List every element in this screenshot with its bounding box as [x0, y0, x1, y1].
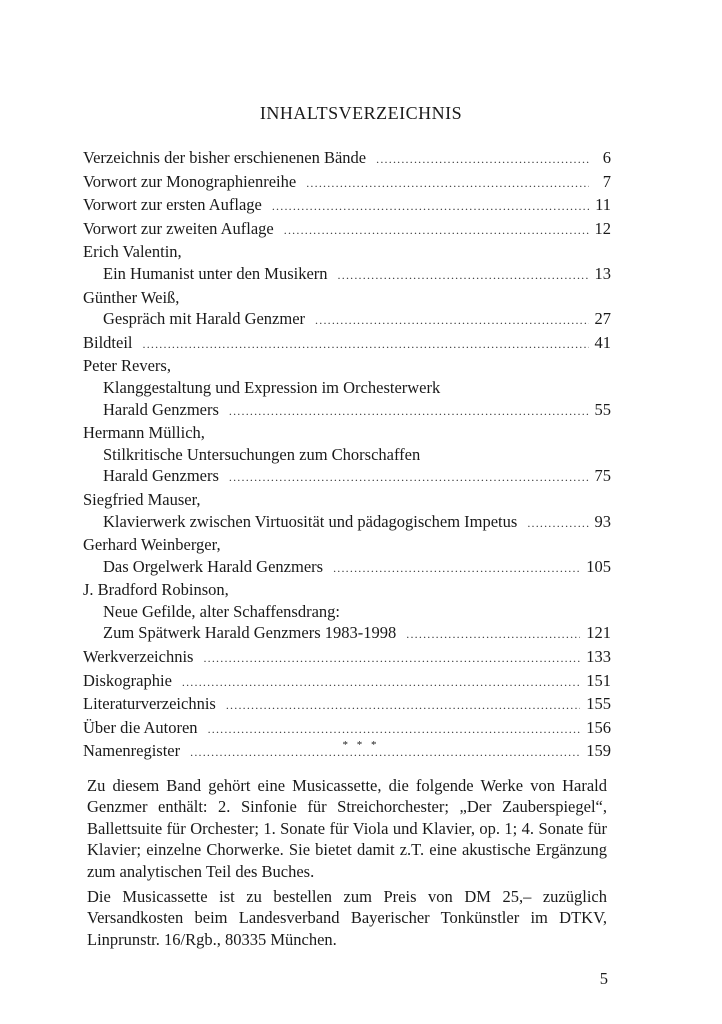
- toc-entry-title: Klanggestaltung und Expression im Orchesterwerk: [103, 377, 441, 397]
- toc-entry: [83, 147, 611, 171]
- toc-entry: [83, 601, 611, 623]
- toc-entry-title: Harald Genzmers: [103, 466, 219, 486]
- toc-entry-page: 41: [594, 332, 611, 352]
- toc-entry: [83, 377, 611, 399]
- toc-entry-page: 151: [586, 670, 611, 690]
- toc-dot-leader: [333, 558, 580, 580]
- toc-entry-title: Namenregister: [83, 741, 181, 761]
- toc-entry-page: 93: [594, 511, 611, 531]
- toc-entry: [83, 646, 611, 670]
- toc-entry-title: Literaturverzeichnis: [83, 694, 216, 714]
- toc-entry: [83, 556, 611, 580]
- toc-dot-leader: [226, 695, 580, 717]
- toc-dot-leader: [272, 196, 589, 218]
- toc-dot-leader: [229, 467, 589, 489]
- toc-entry: [83, 287, 611, 309]
- toc-entry: [83, 622, 611, 646]
- toc-entry-title: Klavierwerk zwischen Virtuosität und pädagogischem Impetus: [103, 511, 518, 531]
- toc-entry-page: 27: [594, 309, 611, 329]
- toc-entry-title: Über die Autoren: [83, 717, 198, 737]
- toc-entry-title: Peter Revers,: [83, 356, 171, 376]
- toc-entry: [83, 670, 611, 694]
- toc-entry: [83, 194, 611, 218]
- toc-entry-title: Hermann Müllich,: [83, 423, 205, 443]
- toc-entry: [83, 444, 611, 466]
- page-number: 5: [599, 969, 608, 988]
- toc-entry-page: 13: [594, 263, 611, 283]
- toc-entry: [83, 355, 611, 377]
- toc-entry: [83, 717, 611, 741]
- order-note: [87, 886, 607, 950]
- toc-dot-leader: [229, 401, 589, 423]
- toc-entry-title: Neue Gefilde, alter Schaffensdrang:: [103, 601, 341, 621]
- toc-entry-title: Zum Spätwerk Harald Genzmers 1983-1998: [103, 623, 397, 643]
- toc-entry-title: Vorwort zur ersten Auflage: [83, 195, 262, 215]
- toc-dot-leader: [284, 220, 589, 242]
- toc-entry-page: 156: [586, 717, 611, 737]
- toc-entry-title: Verzeichnis der bisher erschienenen Bände: [83, 148, 367, 167]
- toc-dot-leader: [143, 334, 589, 356]
- toc-entry: [83, 263, 611, 287]
- toc-dot-leader: [376, 149, 589, 171]
- toc-entry-page: 6: [602, 148, 611, 167]
- toc-entry: [83, 465, 611, 489]
- toc-entry: [83, 308, 611, 332]
- toc-entry-title: J. Bradford Robinson,: [83, 580, 229, 600]
- toc-dot-leader: [203, 648, 580, 670]
- toc-entry-title: Harald Genzmers: [103, 399, 219, 419]
- toc-dot-leader: [527, 513, 588, 535]
- toc-entry: [83, 422, 611, 444]
- toc-entry-page: 55: [594, 399, 611, 419]
- toc-entry-page: 155: [586, 694, 611, 714]
- page-title: INHALTSVERZEICHNIS: [259, 103, 463, 123]
- toc-entry-title: Das Orgelwerk Harald Genzmers: [103, 556, 324, 576]
- cassette-note: [87, 775, 607, 882]
- order-note-text: Die Musicassette ist zu bestellen zum Preis von DM 25,– zuzüglich Versandkosten beim Landesverband Bayerischer Tonkünstler im DTKV, Linprunstr. 16/Rgb., 80335 München.: [87, 887, 607, 949]
- toc-entry-title: Günther Weiß,: [83, 287, 180, 307]
- toc-entry: [83, 399, 611, 423]
- toc-dot-leader: [208, 719, 581, 741]
- toc-entry-page: 75: [594, 466, 611, 486]
- toc-entry: [83, 218, 611, 242]
- section-separator: * * *: [342, 739, 380, 751]
- toc-entry: [83, 534, 611, 556]
- toc-entry-page: 121: [586, 623, 611, 643]
- toc-dot-leader: [315, 310, 588, 332]
- toc-entry-page: 7: [602, 171, 611, 191]
- toc-entry-title: Gespräch mit Harald Genzmer: [103, 309, 306, 329]
- toc-dot-leader: [306, 173, 589, 195]
- toc-entry-page: 11: [595, 195, 611, 215]
- toc-entry-title: Gerhard Weinberger,: [83, 535, 221, 555]
- toc-entry: [83, 332, 611, 356]
- toc-dot-leader: [182, 672, 580, 694]
- table-of-contents: [83, 147, 611, 764]
- toc-entry: [83, 489, 611, 511]
- toc-entry-title: Werkverzeichnis: [83, 647, 194, 667]
- toc-entry: [83, 241, 611, 263]
- toc-dot-leader: [338, 265, 589, 287]
- toc-entry: [83, 511, 611, 535]
- toc-entry: [83, 579, 611, 601]
- toc-entry: [83, 693, 611, 717]
- toc-entry-title: Erich Valentin,: [83, 242, 182, 262]
- toc-entry-title: Diskographie: [83, 670, 172, 690]
- toc-entry-page: 159: [586, 741, 611, 761]
- toc-entry-title: Ein Humanist unter den Musikern: [103, 263, 328, 283]
- toc-entry-page: 133: [586, 647, 611, 667]
- toc-entry-title: Stilkritische Untersuchungen zum Chorschaffen: [103, 444, 421, 464]
- toc-entry-page: 105: [586, 556, 611, 576]
- toc-entry-title: Vorwort zur zweiten Auflage: [83, 218, 274, 238]
- cassette-note-text: Zu diesem Band gehört eine Musicassette, die folgende Werke von Harald Genzmer enthält: 2. Sinfonie für Streichorchester; „Der Zauberspiegel“, Ballettsuite für Orchester; 1. Sonate für Viola und Klavier, op. 1; 4. Sonate für Klavier; einzelne Chorwerke. Sie bietet damit z.T. eine akustische Ergänzung zum analytischen Teil des Buches.: [87, 776, 607, 881]
- toc-dot-leader: [406, 624, 580, 646]
- toc-entry-title: Siegfried Mauser,: [83, 489, 201, 509]
- toc-entry-page: 12: [594, 218, 611, 238]
- toc-entry-title: Bildteil: [83, 332, 133, 352]
- toc-entry-title: Vorwort zur Monographienreihe: [83, 171, 297, 191]
- toc-entry: [83, 171, 611, 195]
